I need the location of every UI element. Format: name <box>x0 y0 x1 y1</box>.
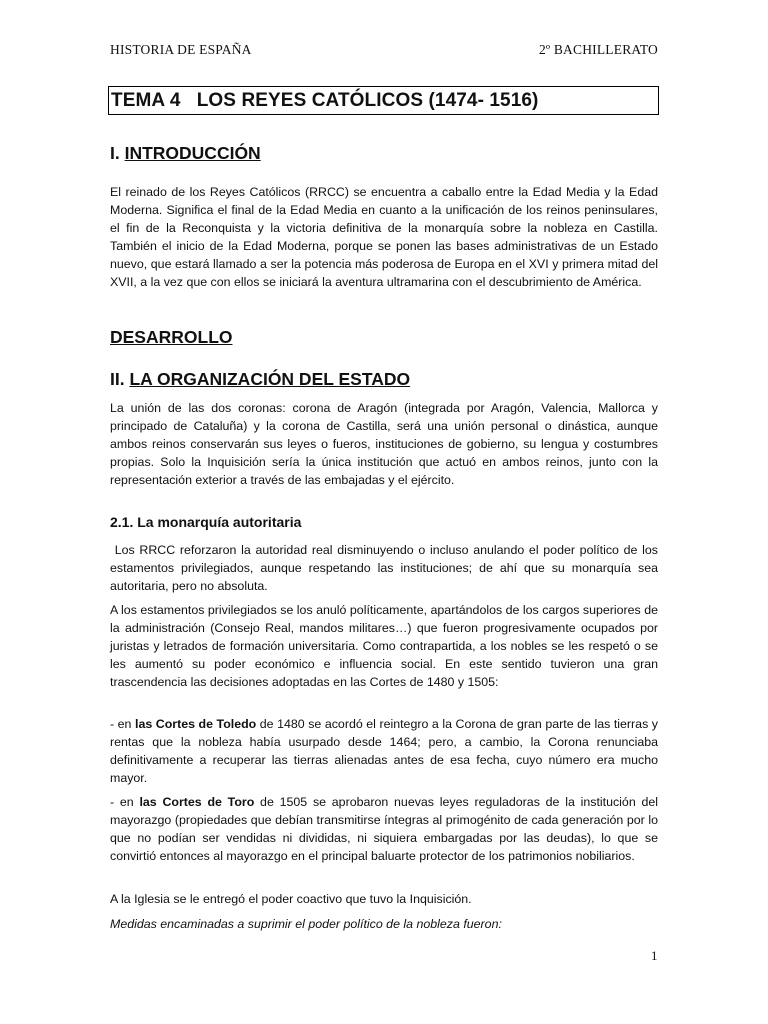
header-course: 2º BACHILLERATO <box>538 42 658 57</box>
cortes-toledo-label: las Cortes de Toledo <box>135 717 257 731</box>
monarquia-paragraph-1: Los RRCC reforzaron la autoridad real disminuyendo o incluso anulando el poder político de los estamentos privilegiados, aunque respetando las instituciones; de ahí que su monarquía sea autoritaria, pero no absoluta. <box>110 543 662 593</box>
intro-paragraph: El reinado de los Reyes Católicos (RRCC) se encuentra a caballo entre la Edad Media y la Edad Moderna. Significa el final de la Edad Media en cuanto a la unificación de los reinos peninsulares, el fin de la Reconquista y la victoria definitiva de la monarquía sobre la nobleza en Castilla. También el inicio de la Edad Moderna, porque se ponen las bases administrativas de un Estado nuevo, que estará llamado a ser la potencia más poderosa de Europa en el XVI y primera mitad del XVII, a la vez que con ellos se iniciará la aventura ultramarina con el descubrimiento de América. <box>110 185 658 289</box>
desarrollo-heading <box>110 327 233 348</box>
bullet-prefix: - en <box>110 717 135 731</box>
medidas-paragraph: Medidas encaminadas a suprimir el poder político de la nobleza fueron: <box>110 917 502 931</box>
page-number: 1 <box>651 948 658 963</box>
document-title: TEMA 4 LOS REYES CATÓLICOS (1474- 1516) <box>108 86 659 115</box>
iglesia-paragraph: A la Iglesia se le entregó el poder coactivo que tuvo la Inquisición. <box>110 892 472 906</box>
cortes-toro-text: de 1505 se aprobaron nuevas leyes reguladoras de la institución del mayorazgo (propiedades que debían transmitirse íntegras al primogénito de cada generación por lo que no podían ser vendidas ni divididas, ni siquiera embargadas por las deudas), lo que se convirtió entonces al mayorazgo en el principal baluarte protector de los patrimonios nobiliarios. <box>110 795 659 863</box>
subsection-heading: 2.1. La monarquía autoritaria <box>110 514 302 530</box>
monarquia-paragraph-2: A los estamentos privilegiados se los anuló políticamente, apartándolos de los cargos superiores de la administración (Consejo Real, mandos militares…) que fueron progresivamente ocupados por juristas y letrados de formación universitaria. Como contrapartida, a los nobles se les respetó o se les aumentó su poder económico e influencia social. En este sentido tuvieron una gran trascendencia las decisiones adoptadas en las Cortes de 1480 y 1505: <box>110 603 658 689</box>
desarrollo-title: DESARROLLO <box>110 327 233 347</box>
bullet-prefix: - en <box>110 795 140 809</box>
section-organizacion-heading <box>110 369 410 390</box>
cortes-toledo-paragraph <box>110 715 658 787</box>
section-number: II. <box>110 369 130 389</box>
cortes-toro-label: las Cortes de Toro <box>139 795 255 809</box>
section-title: INTRODUCCIÓN <box>124 143 261 163</box>
cortes-toro-paragraph <box>110 793 658 865</box>
page-header <box>110 42 658 58</box>
section-introduccion-heading <box>110 143 261 164</box>
header-subject: HISTORIA DE ESPAÑA <box>110 42 252 57</box>
section-title: LA ORGANIZACIÓN DEL ESTADO <box>129 369 411 389</box>
organizacion-paragraph: La unión de las dos coronas: corona de Aragón (integrada por Aragón, Valencia, Mallorca y principado de Cataluña) y la corona de Castilla, será una unión personal o dinástica, aunque ambos reinos conservarán sus leyes o fueros, instituciones de gobierno, su lengua y costumbres propias. Solo la Inquisición sería la única institución que actuó en ambos reinos, junto con la representación exterior a través de las embajadas y el ejército. <box>110 401 658 487</box>
cortes-toledo-text: de 1480 se acordó el reintegro a la Corona de gran parte de las tierras y rentas que la nobleza había usurpado desde 1464; pero, a cambio, la Corona renunciaba definitivamente a recuperar las tierras alienadas antes de esa fecha, cuyo número era mucho mayor. <box>110 717 659 785</box>
section-number: I. <box>110 143 125 163</box>
